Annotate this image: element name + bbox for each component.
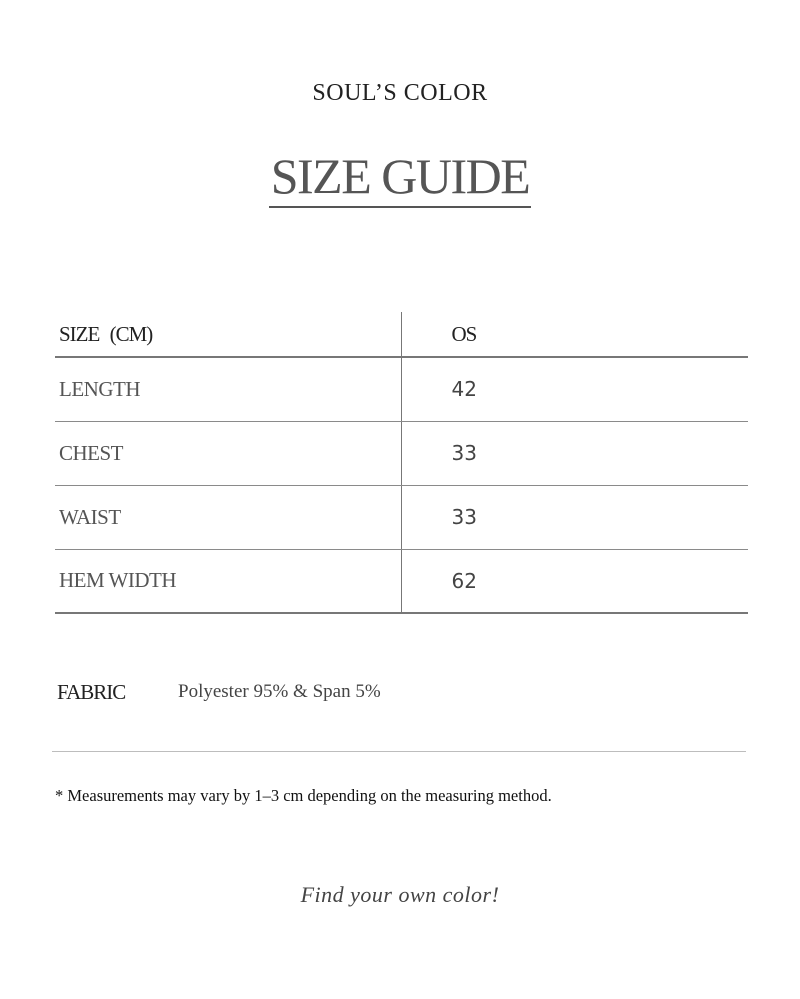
- row-label: CHEST: [59, 440, 124, 465]
- table-row-length: [55, 357, 748, 421]
- table-row-hem-width: [55, 549, 748, 613]
- section-divider: [52, 751, 746, 752]
- fabric-label: FABRIC: [57, 680, 126, 704]
- row-label-cell: [55, 357, 401, 421]
- row-value-cell: [401, 549, 748, 613]
- title-section: [0, 148, 800, 208]
- header-size: OS: [451, 321, 477, 346]
- row-label-cell: [55, 421, 401, 485]
- header-label: SIZE (CM): [59, 321, 153, 346]
- brand-name: SOUL’S COLOR: [312, 80, 488, 106]
- table-header-row: [55, 312, 748, 357]
- row-value-cell: [401, 357, 748, 421]
- row-label: LENGTH: [59, 376, 140, 401]
- fabric-value: Polyester 95% & Span 5%: [178, 681, 381, 702]
- row-value: 33: [451, 505, 477, 529]
- row-value-cell: [401, 421, 748, 485]
- table-row-waist: [55, 485, 748, 549]
- row-label-cell: [55, 549, 401, 613]
- header-cell-size: [401, 312, 748, 357]
- tagline: Find your own color!: [300, 882, 500, 907]
- size-table: [55, 312, 748, 614]
- row-label-cell: [55, 485, 401, 549]
- row-value: 33: [451, 441, 477, 465]
- row-label: WAIST: [59, 504, 121, 529]
- measurement-note: * Measurements may vary by 1–3 cm depending on the measuring method.: [55, 786, 552, 805]
- row-value: 42: [451, 377, 477, 402]
- page-title: SIZE GUIDE: [269, 148, 532, 208]
- header-cell-label: [55, 312, 401, 357]
- row-value: 62: [451, 568, 477, 593]
- row-value-cell: [401, 485, 748, 549]
- table-row-chest: [55, 421, 748, 485]
- row-label: HEM WIDTH: [59, 568, 177, 593]
